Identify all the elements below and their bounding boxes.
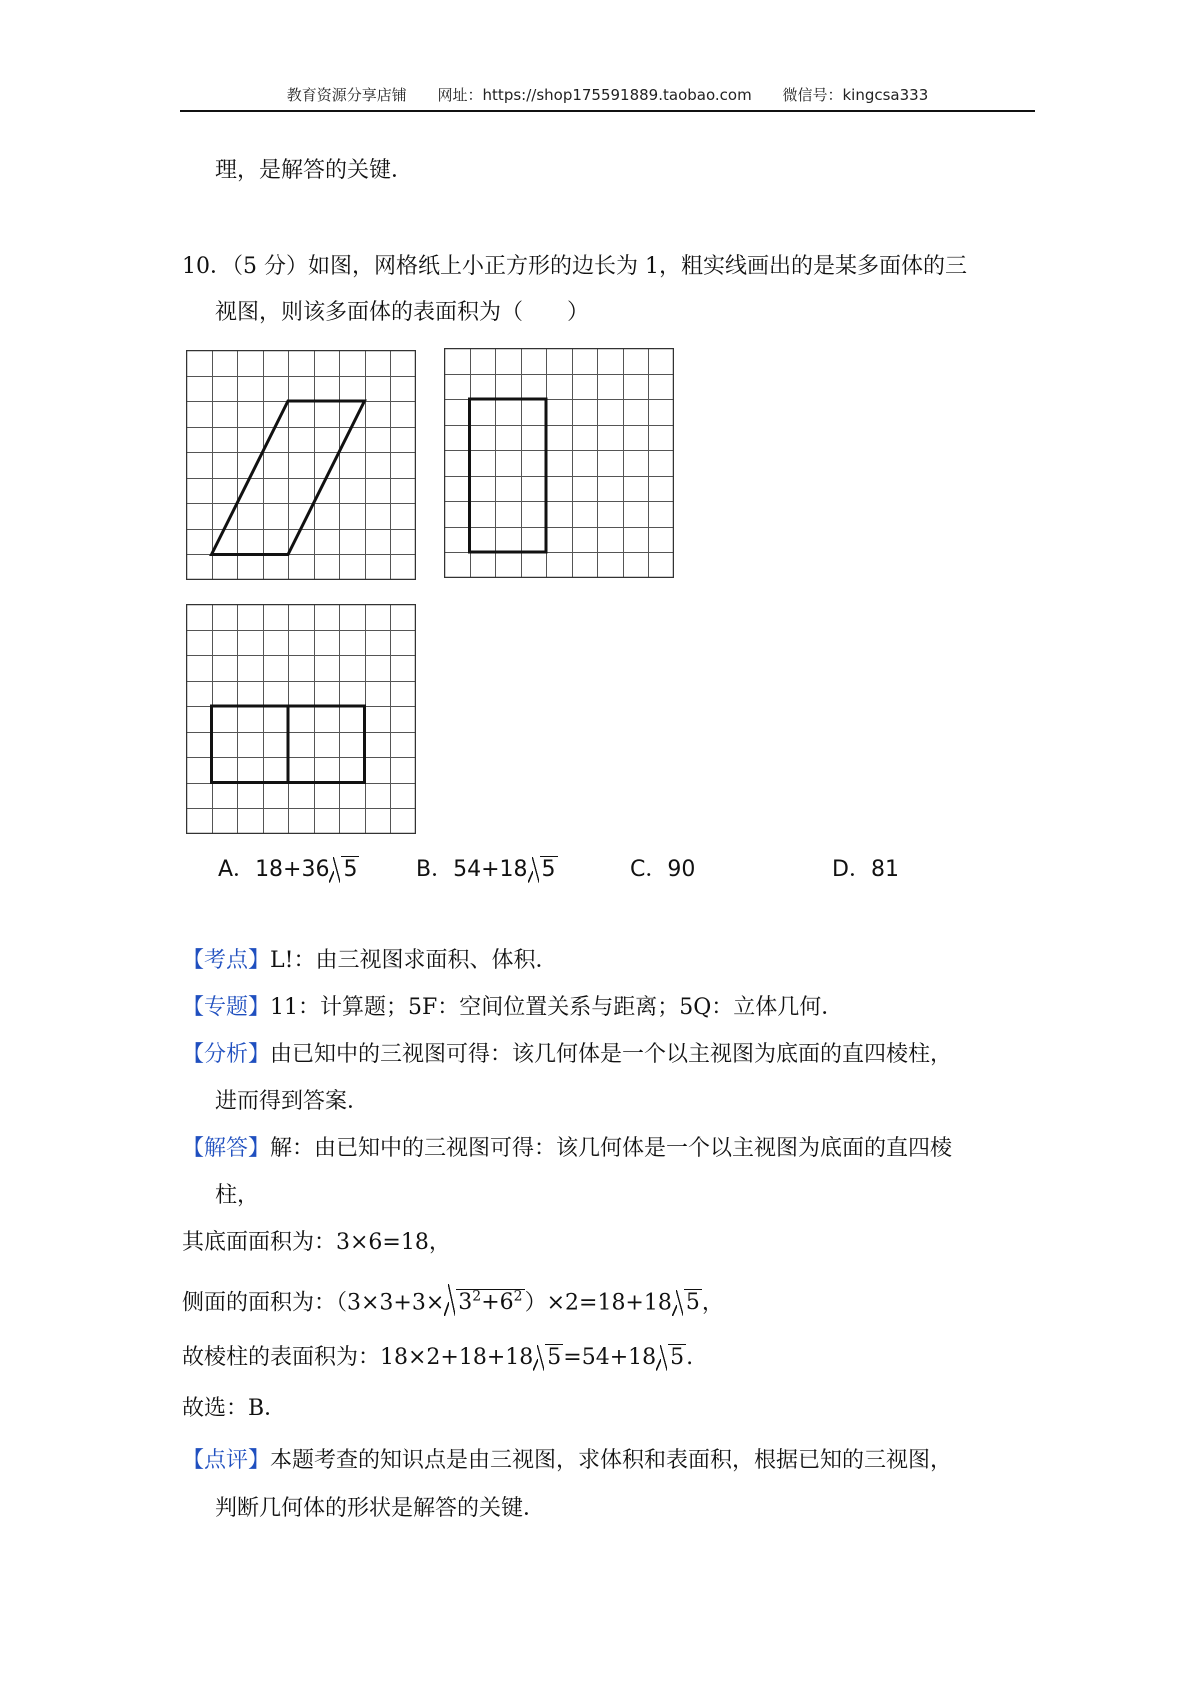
fenxi-tag: 【分析】 bbox=[182, 1042, 271, 1067]
kaodian-text: L!：由三视图求面积、体积． bbox=[270, 948, 558, 973]
dianping-line-2: 判断几何体的形状是解答的关键． bbox=[215, 1496, 546, 1521]
exponent: 2 bbox=[513, 1289, 523, 1305]
fenxi-text-1: 由已知中的三视图可得：该几何体是一个以主视图为底面的直四棱柱， bbox=[270, 1042, 953, 1067]
question-line-2: 视图，则该多面体的表面积为（ ） bbox=[215, 300, 590, 325]
option-a[interactable] bbox=[218, 855, 359, 885]
side-view-grid bbox=[444, 348, 674, 578]
option-a-value: 18+36 bbox=[255, 857, 330, 882]
total-area-pre: 故棱柱的表面积为：18×2+18+18 bbox=[182, 1345, 534, 1370]
radicand-3: 3 bbox=[458, 1290, 473, 1316]
zhuanti-text: 11：计算题；5F：空间位置关系与距离；5Q：立体几何． bbox=[270, 995, 844, 1020]
sqrt-symbol bbox=[672, 1288, 702, 1318]
radicand: 5 bbox=[685, 1290, 700, 1316]
sqrt-symbol bbox=[656, 1343, 686, 1373]
jieda-text-1: 解：由已知中的三视图可得：该几何体是一个以主视图为底面的直四棱 bbox=[270, 1136, 953, 1161]
plus-sign: + bbox=[481, 1290, 500, 1316]
sqrt-symbol bbox=[444, 1282, 524, 1318]
kaodian-tag: 【考点】 bbox=[182, 948, 271, 973]
side-area-end: ， bbox=[701, 1290, 724, 1316]
zhuanti-tag: 【专题】 bbox=[182, 995, 271, 1020]
front-view-grid bbox=[186, 350, 416, 580]
option-c[interactable] bbox=[630, 855, 695, 885]
total-area-mid: =54+18 bbox=[563, 1345, 657, 1370]
option-d-value: 81 bbox=[870, 857, 899, 882]
dianping-line-1 bbox=[182, 1446, 952, 1476]
sqrt-symbol bbox=[329, 855, 359, 885]
option-c-label: C． bbox=[630, 857, 668, 882]
zhuanti-line bbox=[182, 993, 843, 1023]
option-b-label: B． bbox=[416, 857, 454, 882]
sqrt-symbol bbox=[533, 1343, 563, 1373]
radicand: 5 bbox=[541, 857, 556, 882]
option-d-label: D． bbox=[832, 857, 871, 882]
dianping-text-1: 本题考查的知识点是由三视图，求体积和表面积，根据已知的三视图， bbox=[270, 1448, 953, 1473]
radicand: 5 bbox=[343, 857, 358, 882]
previous-answer-tail: 理，是解答的关键． bbox=[215, 158, 414, 183]
side-area-pre: 侧面的面积为：（3×3+3× bbox=[182, 1290, 445, 1316]
top-view-grid bbox=[186, 604, 416, 834]
fenxi-line-1 bbox=[182, 1040, 952, 1070]
question-line-1: 10．（5 分）如图，网格纸上小正方形的边长为 1，粗实线画出的是某多面体的三 bbox=[182, 254, 967, 279]
top-view-rect-left bbox=[212, 706, 289, 783]
radicand: 5 bbox=[547, 1345, 562, 1370]
header-url: 网址：https://shop175591889.taobao.com bbox=[437, 86, 752, 104]
option-b[interactable] bbox=[416, 855, 558, 885]
option-d[interactable] bbox=[832, 855, 899, 885]
jieda-line-2: 柱， bbox=[215, 1183, 260, 1208]
radicand-6: 6 bbox=[499, 1290, 514, 1316]
top-view-rect-right bbox=[288, 706, 365, 783]
header-shop: 教育资源分享店铺 bbox=[286, 86, 407, 104]
sqrt-symbol bbox=[528, 855, 558, 885]
dianping-tag: 【点评】 bbox=[182, 1448, 271, 1473]
radicand: 5 bbox=[670, 1345, 685, 1370]
kaodian-line bbox=[182, 946, 557, 976]
option-a-label: A． bbox=[218, 857, 256, 882]
total-area-line bbox=[182, 1343, 693, 1373]
option-c-value: 90 bbox=[667, 857, 696, 882]
fenxi-line-2: 进而得到答案． bbox=[215, 1089, 370, 1114]
total-area-end: . bbox=[686, 1345, 694, 1370]
exponent: 2 bbox=[472, 1289, 482, 1305]
side-area-post: ）×2=18+18 bbox=[524, 1290, 672, 1316]
page-header bbox=[180, 84, 1035, 112]
side-view-rectangle bbox=[470, 399, 547, 552]
jieda-tag: 【解答】 bbox=[182, 1136, 271, 1161]
option-b-value: 54+18 bbox=[453, 857, 528, 882]
side-area-line bbox=[182, 1282, 724, 1318]
answer-line: 故选：B． bbox=[182, 1396, 287, 1421]
jieda-line-1 bbox=[182, 1134, 952, 1164]
base-area-line: 其底面面积为：3×6=18， bbox=[182, 1230, 451, 1255]
side-radicand bbox=[456, 1289, 524, 1315]
header-wechat: 微信号：kingcsa333 bbox=[782, 86, 929, 104]
